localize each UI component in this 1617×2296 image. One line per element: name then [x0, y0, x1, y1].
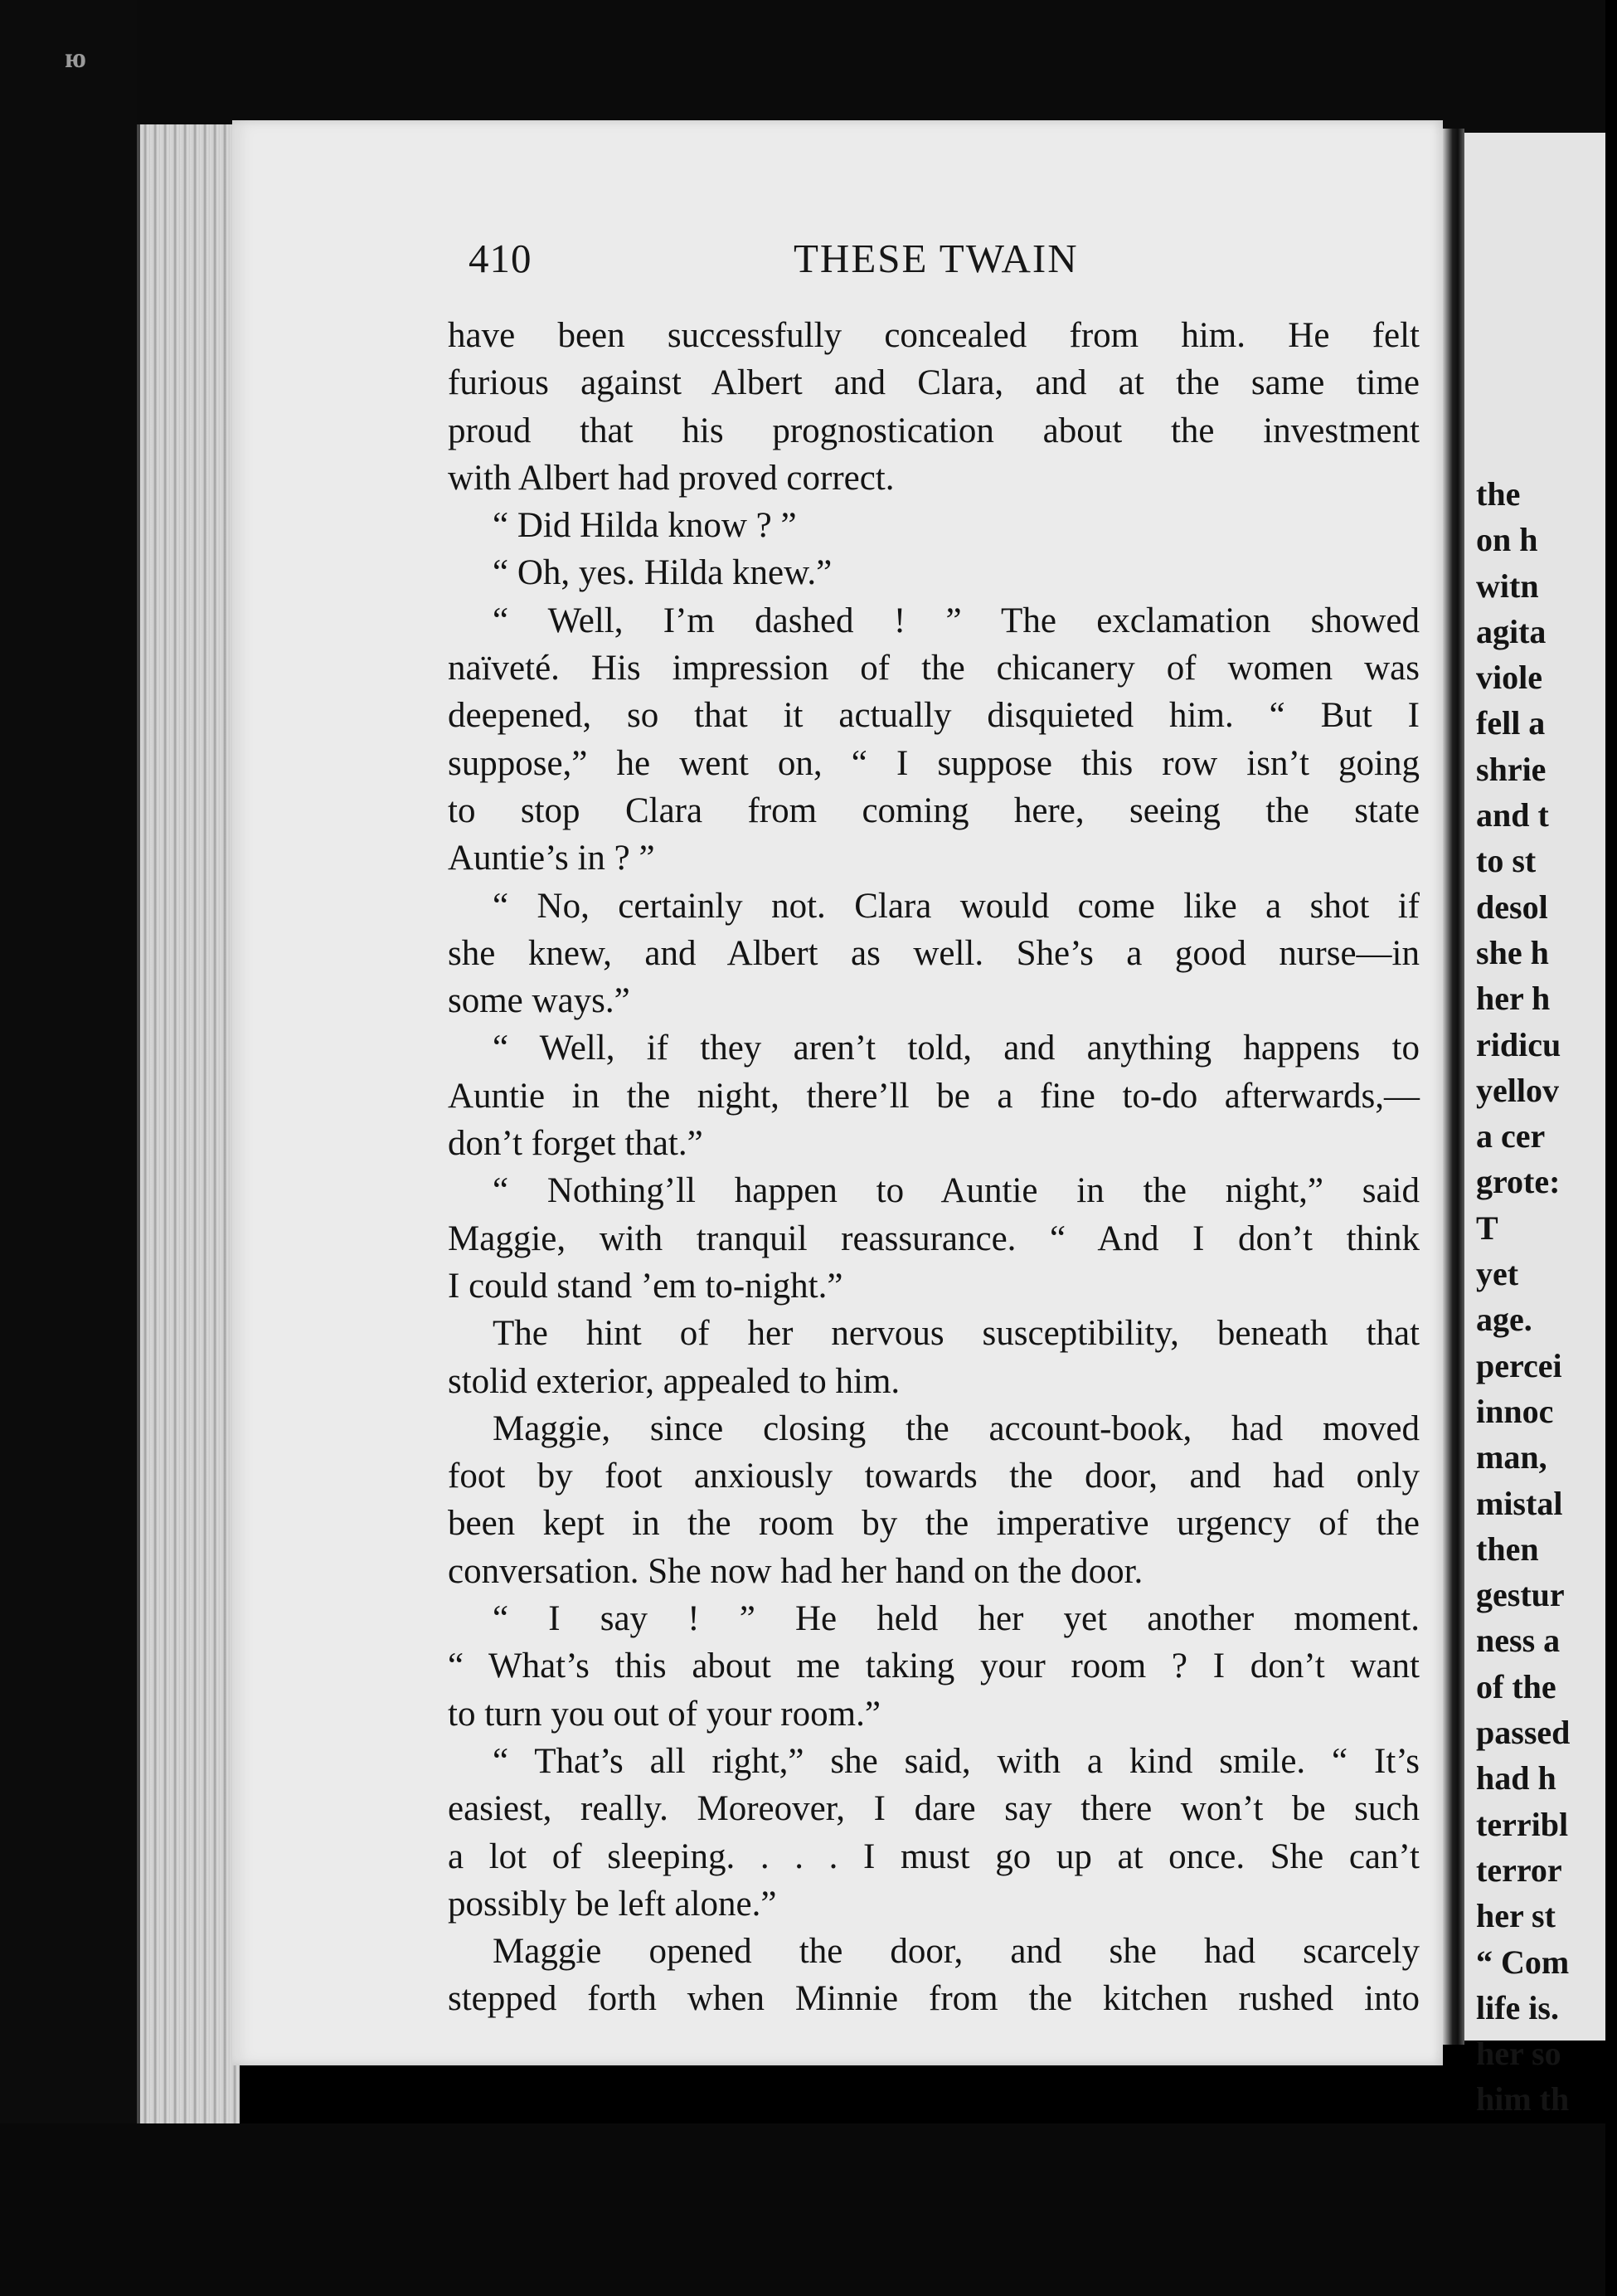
page-header	[469, 235, 1115, 293]
facing-line-fragment: innoc	[1476, 1392, 1554, 1430]
text-line: “ Nothing’ll happen to Auntie in the night,” said	[493, 1171, 1420, 1211]
text-line: easiest, really. Moreover, I dare say there won’t be such	[448, 1789, 1420, 1829]
facing-line-fragment: gestur	[1476, 1576, 1565, 1614]
facing-line-fragment: then	[1476, 1530, 1539, 1568]
text-line: Auntie’s in ? ”	[448, 839, 655, 878]
text-line: “ Well, I’m dashed ! ” The exclamation showed	[493, 601, 1420, 640]
facing-line-fragment: percei	[1476, 1346, 1562, 1384]
facing-line-fragment: T	[1476, 1209, 1498, 1247]
text-line: Maggie, since closing the account-book, had moved	[493, 1408, 1420, 1448]
text-line: “ No, certainly not. Clara would come like a shot if	[493, 886, 1420, 926]
facing-line-fragment: shrie	[1476, 750, 1547, 788]
text-line: deepened, so that it actually disquieted him. “ But I	[448, 696, 1420, 736]
scan-background-left	[0, 0, 137, 2296]
facing-line-fragment: him th	[1476, 2080, 1570, 2118]
facing-page-text	[1476, 471, 1617, 2123]
text-line: a lot of sleeping. . . . I must go up at once. She can’t	[448, 1836, 1420, 1876]
text-line: I could stand ’em to-night.”	[448, 1266, 843, 1306]
text-line: “ That’s all right,” she said, with a kind smile. “ It’s	[493, 1741, 1420, 1781]
text-line: she knew, and Albert as well. She’s a good nurse—in	[448, 933, 1420, 973]
facing-line-fragment: ness a	[1476, 1622, 1561, 1660]
text-line: been kept in the room by the imperative urgency of the	[448, 1504, 1420, 1544]
text-line: “ What’s this about me taking your room ? I don’t want	[448, 1647, 1420, 1686]
facing-line-fragment: her so	[1476, 2035, 1561, 2073]
text-line: possibly be left alone.”	[448, 1884, 777, 1924]
body-text	[448, 312, 1420, 2023]
text-line: “ Did Hilda know ? ”	[493, 506, 797, 546]
facing-line-fragment: yellov	[1476, 1071, 1559, 1109]
text-line: stepped forth when Minnie from the kitchen rushed into	[448, 1979, 1420, 2019]
text-line: have been successfully concealed from him. He felt	[448, 316, 1420, 355]
text-line: stolid exterior, appealed to him.	[448, 1361, 901, 1401]
facing-line-fragment: the	[1476, 475, 1521, 513]
facing-line-fragment: her h	[1476, 980, 1551, 1018]
text-line: “ Well, if they aren’t told, and anything happens to	[493, 1029, 1420, 1068]
text-line: suppose,” he went on, “ I suppose this row isn’t going	[448, 743, 1420, 783]
text-line: “ I say ! ” He held her yet another moment.	[493, 1599, 1420, 1639]
text-line: furious against Albert and Clara, and at the same time	[448, 363, 1420, 403]
facing-line-fragment: terror	[1476, 1851, 1562, 1889]
facing-line-fragment: had h	[1476, 1759, 1556, 1797]
facing-line-fragment: desol	[1476, 888, 1548, 926]
facing-line-fragment: grote:	[1476, 1163, 1561, 1201]
facing-line-fragment: yet	[1476, 1255, 1519, 1293]
text-line: foot by foot anxiously towards the door, and had only	[448, 1457, 1420, 1496]
facing-line-fragment: she h	[1476, 933, 1549, 971]
facing-line-fragment: to st	[1476, 842, 1537, 880]
facing-line-fragment: on h	[1476, 521, 1538, 559]
scan-background-bottom	[0, 2123, 1605, 2296]
facing-line-fragment: passed	[1476, 1714, 1571, 1752]
facing-line-fragment: terribl	[1476, 1805, 1569, 1843]
book-gutter	[1443, 129, 1464, 2045]
text-line: to turn you out of your room.”	[448, 1694, 881, 1734]
text-line: to stop Clara from coming here, seeing the state	[448, 790, 1420, 830]
facing-line-fragment: of the	[1476, 1667, 1556, 1705]
page-number: 410	[469, 236, 532, 281]
corner-mark: ю	[65, 43, 86, 74]
facing-line-fragment: her st	[1476, 1897, 1556, 1935]
text-line: naïveté. His impression of the chicanery of women was	[448, 649, 1420, 688]
facing-line-fragment: witn	[1476, 567, 1539, 605]
facing-line-fragment: a cer	[1476, 1117, 1546, 1155]
facing-line-fragment: agita	[1476, 612, 1547, 650]
text-line: don’t forget that.”	[448, 1124, 703, 1164]
text-line: conversation. She now had her hand on the door.	[448, 1551, 1144, 1591]
text-line: some ways.”	[448, 981, 630, 1021]
text-line: with Albert had proved correct.	[448, 458, 895, 498]
facing-page	[1464, 133, 1605, 2118]
facing-line-fragment: life is.	[1476, 1988, 1559, 2026]
text-line: Maggie, with tranquil reassurance. “ And I don’t think	[448, 1219, 1420, 1258]
text-line: The hint of her nervous susceptibility, beneath that	[493, 1314, 1420, 1354]
text-line: “ Oh, yes. Hilda knew.”	[493, 553, 833, 593]
text-line: Maggie opened the door, and she had scarcely	[493, 1932, 1420, 1972]
facing-line-fragment: age.	[1476, 1301, 1532, 1339]
facing-line-fragment: and t	[1476, 796, 1549, 834]
facing-line-fragment: fell a	[1476, 704, 1546, 742]
text-line: proud that his prognostication about the investment	[448, 411, 1420, 450]
text-line: Auntie in the night, there’ll be a fine to-do afterwards,—	[448, 1076, 1420, 1116]
page-edges	[137, 124, 240, 2165]
scan-background-top	[0, 0, 1605, 133]
facing-line-fragment: “ Com	[1476, 1943, 1570, 1981]
facing-line-fragment: mistal	[1476, 1484, 1563, 1522]
facing-line-fragment: ridicu	[1476, 1025, 1561, 1063]
running-title: THESE TWAIN	[794, 236, 1079, 281]
facing-line-fragment: man,	[1476, 1438, 1547, 1476]
facing-line-fragment: viole	[1476, 659, 1542, 697]
